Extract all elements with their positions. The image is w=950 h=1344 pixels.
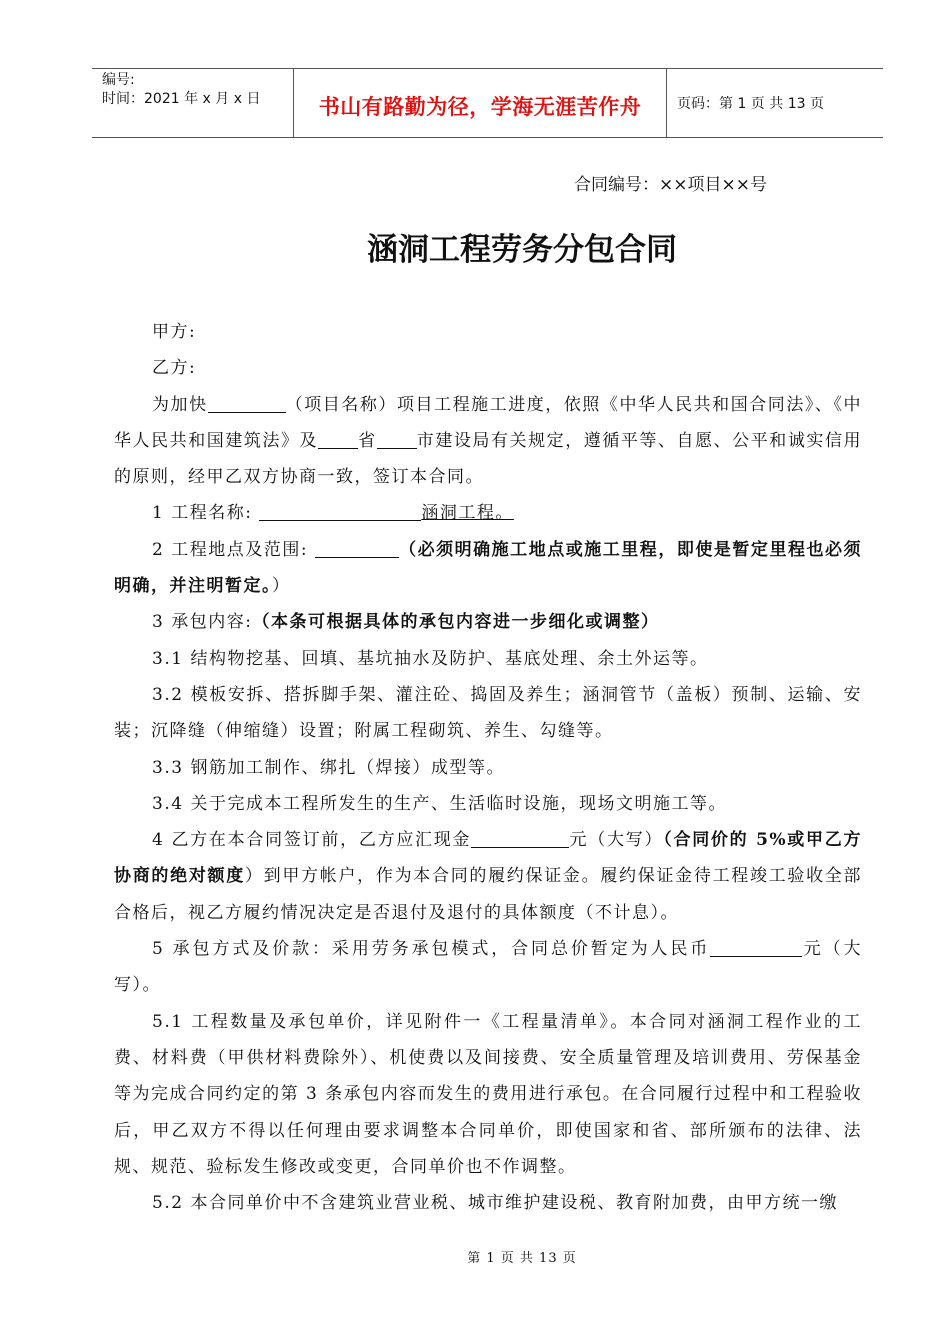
intro-text: 省 [358,430,377,451]
item5-text: 5 承包方式及价款：采用劳务承包模式，合同总价暂定为人民币 [152,939,711,960]
project-name-blank [259,498,421,521]
city-blank [377,426,417,449]
item2-note: （必须明确施工地点或施工里程，即使是暂定里程也必须明确，并注明暂定。 [114,539,863,597]
header-divider [666,69,667,137]
item2-close: ） [272,576,291,597]
intro-text: 为加快 [152,394,208,415]
item1-label: 1 工程名称: [152,503,253,524]
item-5-1: 5.1 工程数量及承包单价，详见附件一《工程量清单》。本合同对涵洞工程作业的工费、材料费（甲供材料费除外）、机使费以及间接费、安全质量管理及培训费用、劳保基金等为完成合同约定的第 3 条承包内容而发生的费用进行承包。在合同履行过程中和工程验收后，甲乙双方不得以任何理由要求调整本合同单价，即使国家和省、部所颁布的法律、法规、规范、验标发生修改或变更，合同单价也不作调整。 [114,1011,862,1177]
intro-text: 市建设局有关规定，遵循平等、自愿、公平和诚实信用的原则，经甲乙双方协商一致，签订本合同。 [114,430,863,488]
item-2 [114,532,862,605]
location-blank [315,535,399,558]
item-5-2: 5.2 本合同单价中不含建筑业营业税、城市维护建设税、教育附加费，由甲方统一缴 [152,1193,838,1214]
number-label: 编号: [102,72,135,88]
party-b: 乙方: [152,358,197,379]
intro-paragraph [114,387,862,496]
item5-text: 元（大写）。 [114,939,863,996]
item-3-2: 3.2 模板安拆、搭拆脚手架、灌注砼、捣固及养生；涵洞管节（盖板）预制、运输、安装；沉降缝（伸缩缝）设置；附属工程砌筑、养生、勾缝等。 [114,684,862,742]
item-3-1: 3.1 结构物挖基、回填、基坑抽水及防护、基底处理、余土外运等。 [152,648,709,669]
header-meta [102,71,260,109]
project-name-blank [208,390,286,413]
total-price-blank [710,934,802,957]
item-3-3: 3.3 钢筋加工制作、绑扎（焊接）成型等。 [152,757,505,778]
item4-text: 4 乙方在本合同签订前，乙方应汇现金 [152,830,472,851]
item2-label: 2 工程地点及范围: [152,539,309,560]
deposit-amount-blank [471,825,569,848]
item-3 [114,604,862,640]
item3-label: 3 承包内容: [152,612,253,633]
header-motto: 书山有路勤为径，学海无涯苦作舟 [318,95,642,119]
item3-note: （本条可根据具体的承包内容进一步细化或调整） [252,612,660,633]
document-body [114,314,862,1221]
page-footer: 第 1 页 共 13 页 [467,1251,577,1266]
item-1 [114,495,862,531]
header-page-info: 页码：第 1 页 共 13 页 [677,96,824,112]
intro-text: （项目名称）项目工程施工进度，依照《中华人民共和国合同法》、《中华人民共和国建筑法》及 [114,394,863,451]
item-3-4: 3.4 关于完成本工程所发生的生产、生活临时设施，现场文明施工等。 [152,793,727,814]
document-title: 涵洞工程劳务分包合同 [367,232,677,268]
contract-number: 合同编号：××项目××号 [574,175,767,195]
item4-text: 元（大写） [569,830,664,851]
party-a: 甲方: [152,322,197,342]
time-label: 时间：2021 年 x 月 x 日 [102,91,261,107]
province-blank [318,426,358,449]
item1-value: 涵洞工程。 [421,503,514,524]
item-5 [114,931,862,1004]
item-4 [114,822,862,931]
item4-text: ）到甲方帐户，作为本合同的履约保证金。履约保证金待工程竣工验收全部合格后，视乙方履约情况决定是否退付及退付的具体额度（不计息）。 [114,866,863,923]
item4-note: （合同价的 5%或甲乙方协商的绝对额度 [114,830,863,887]
page-header [92,68,883,138]
